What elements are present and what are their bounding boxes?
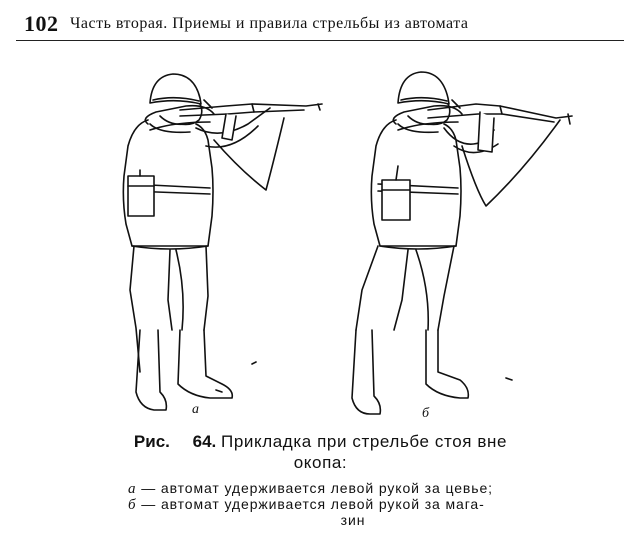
legend-text-b: — автомат удерживается левой рукой за мага-: [141, 496, 485, 512]
soldier-a-drawing: [123, 74, 322, 410]
panel-label-b: б: [422, 406, 430, 421]
figure-caption: [0, 432, 641, 474]
legend-key-a: а: [128, 481, 137, 497]
legend-item-b: [128, 497, 568, 513]
page-number: 102: [24, 11, 59, 36]
caption-number: 64.: [192, 432, 217, 451]
caption-title-line1: Прикладка при стрельбе стоя вне: [221, 432, 508, 451]
caption-title-line2: окопа:: [293, 453, 348, 472]
legend-text-b-continuation: зин: [340, 512, 366, 528]
legend-key-b: б: [128, 497, 137, 513]
caption-lead: Рис.: [133, 432, 170, 451]
soldier-b-drawing: [352, 72, 572, 414]
legend-text-a: — автомат удерживается левой рукой за цевье;: [141, 480, 493, 496]
panel-label-a: а: [192, 402, 199, 417]
legend-item-a: [128, 481, 568, 497]
figure-legend: [128, 481, 568, 528]
running-head: Часть вторая. Приемы и правила стрельбы из автомата: [70, 15, 469, 32]
